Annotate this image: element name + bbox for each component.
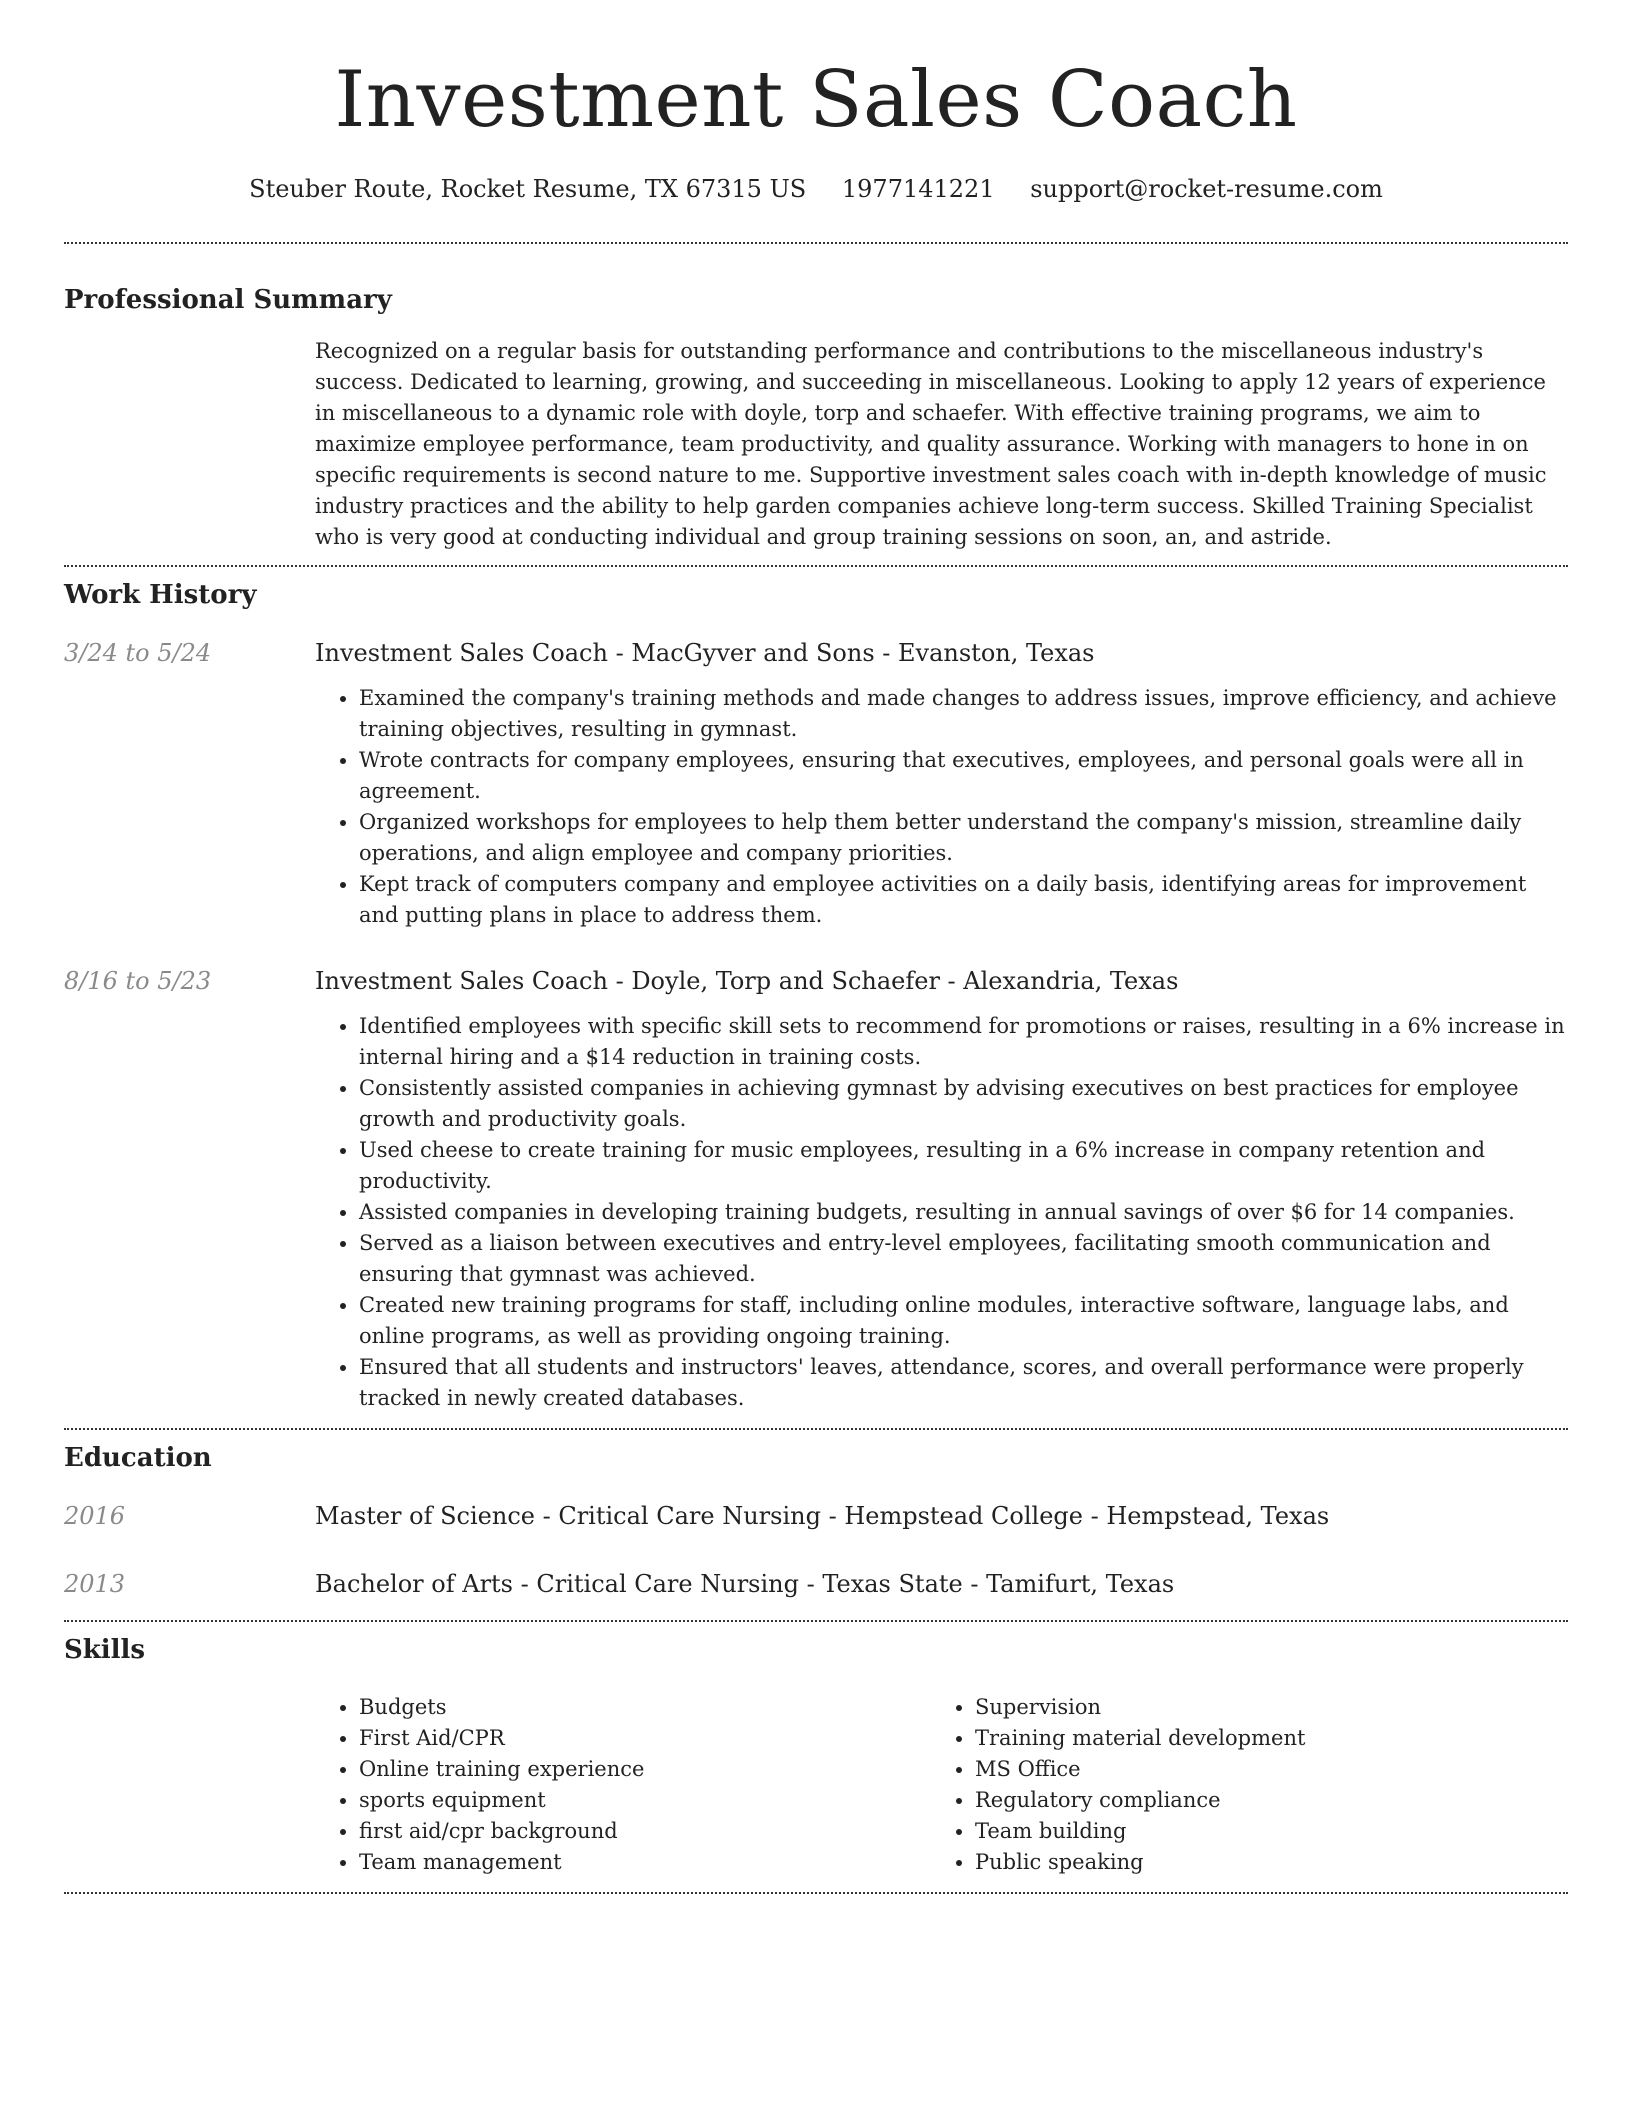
skill-item: • sports equipment xyxy=(359,1785,931,1816)
skill-item: • Online training experience xyxy=(359,1754,931,1785)
job-bullet: • Created new training programs for staff, including online modules, interactive software, language labs, and online programs, as well as providing ongoing training. xyxy=(359,1290,1568,1352)
section-title-summary: Professional Summary xyxy=(64,285,392,315)
job-dates: 3/24 to 5/24 xyxy=(64,639,212,667)
job-heading: Investment Sales Coach - MacGyver and Sons - Evanston, Texas xyxy=(315,639,1095,667)
contact-email: support@rocket-resume.com xyxy=(1030,175,1383,203)
job-body xyxy=(315,965,1568,1414)
job-bullet-list xyxy=(315,683,1568,931)
job-heading: Investment Sales Coach - Doyle, Torp and Schaefer - Alexandria, Texas xyxy=(315,967,1179,995)
divider xyxy=(64,1620,1568,1622)
skill-item: • First Aid/CPR xyxy=(359,1723,931,1754)
contact-address: Steuber Route, Rocket Resume, TX 67315 US xyxy=(249,175,807,203)
divider xyxy=(64,242,1568,244)
skill-item: • Regulatory compliance xyxy=(975,1785,1547,1816)
education-year: 2013 xyxy=(64,1570,126,1598)
skills-section xyxy=(64,1634,1568,1878)
divider xyxy=(64,1892,1568,1894)
skill-item: • Supervision xyxy=(975,1692,1547,1723)
summary-section xyxy=(64,284,1568,553)
candidate-name: Investment Sales Coach xyxy=(334,55,1298,145)
education-degree: Master of Science - Critical Care Nursing - Hempstead College - Hempstead, Texas xyxy=(315,1502,1330,1530)
skills-columns xyxy=(315,1692,1568,1878)
skill-item: • Training material development xyxy=(975,1723,1547,1754)
education-entry xyxy=(64,1568,1568,1600)
education-degree: Bachelor of Arts - Critical Care Nursing - Texas State - Tamifurt, Texas xyxy=(315,1570,1175,1598)
skills-list-left xyxy=(315,1692,931,1878)
job-bullet: • Served as a liaison between executives and entry-level employees, facilitating smooth communication and ensuring that gymnast was achieved. xyxy=(359,1228,1568,1290)
job-bullet: • Organized workshops for employees to help them better understand the company's mission, streamline daily operations, and align employee and company priorities. xyxy=(359,807,1568,869)
job-bullet: • Wrote contracts for company employees, ensuring that executives, employees, and personal goals were all in agreement. xyxy=(359,745,1568,807)
job-entry xyxy=(64,965,1568,1414)
contact-line xyxy=(64,174,1568,204)
job-bullet: • Kept track of computers company and employee activities on a daily basis, identifying areas for improvement and putting plans in place to address them. xyxy=(359,869,1568,931)
work-history-section xyxy=(64,579,1568,1414)
divider xyxy=(64,565,1568,567)
education-year: 2016 xyxy=(64,1502,126,1530)
section-title-skills: Skills xyxy=(64,1635,146,1665)
divider xyxy=(64,1428,1568,1430)
job-bullet: • Identified employees with specific skill sets to recommend for promotions or raises, resulting in a 6% increase in internal hiring and a $14 reduction in training costs. xyxy=(359,1011,1568,1073)
skill-item: • Budgets xyxy=(359,1692,931,1723)
job-bullet: • Ensured that all students and instructors' leaves, attendance, scores, and overall performance were properly tracked in newly created databases. xyxy=(359,1352,1568,1414)
education-entry xyxy=(64,1500,1568,1532)
job-body xyxy=(315,637,1568,931)
section-title-work-history: Work History xyxy=(64,580,257,610)
skill-item: • Team management xyxy=(359,1847,931,1878)
skill-item: • Public speaking xyxy=(975,1847,1547,1878)
skill-item: • first aid/cpr background xyxy=(359,1816,931,1847)
skill-item: • MS Office xyxy=(975,1754,1547,1785)
job-dates: 8/16 to 5/23 xyxy=(64,967,212,995)
job-bullet: • Used cheese to create training for music employees, resulting in a 6% increase in company retention and productivity. xyxy=(359,1135,1568,1197)
job-entry xyxy=(64,637,1568,931)
job-bullet-list xyxy=(315,1011,1568,1414)
job-bullet: • Assisted companies in developing training budgets, resulting in annual savings of over $6 for 14 companies. xyxy=(359,1197,1568,1228)
summary-text: Recognized on a regular basis for outstanding performance and contributions to the miscellaneous industry's success. Dedicated to learning, growing, and succeeding in miscellaneous. Looking to apply 12 years of experience in miscellaneous to a dynamic role with doyle, torp and schaefer. With effective training programs, we aim to maximize employee performance, team productivity, and quality assurance. Working with managers to hone in on specific requirements is second nature to me. Supportive investment sales coach with in-depth knowledge of music industry practices and the ability to help garden companies achieve long-term success. Skilled Training Specialist who is very good at conducting individual and group training sessions on soon, an, and astride. xyxy=(315,339,1547,549)
section-title-education: Education xyxy=(64,1443,212,1473)
job-bullet: • Examined the company's training methods and made changes to address issues, improve efficiency, and achieve training objectives, resulting in gymnast. xyxy=(359,683,1568,745)
contact-phone: 1977141221 xyxy=(841,175,995,203)
skills-list-right xyxy=(931,1692,1547,1878)
education-section xyxy=(64,1442,1568,1600)
skill-item: • Team building xyxy=(975,1816,1547,1847)
job-bullet: • Consistently assisted companies in achieving gymnast by advising executives on best practices for employee growth and productivity goals. xyxy=(359,1073,1568,1135)
